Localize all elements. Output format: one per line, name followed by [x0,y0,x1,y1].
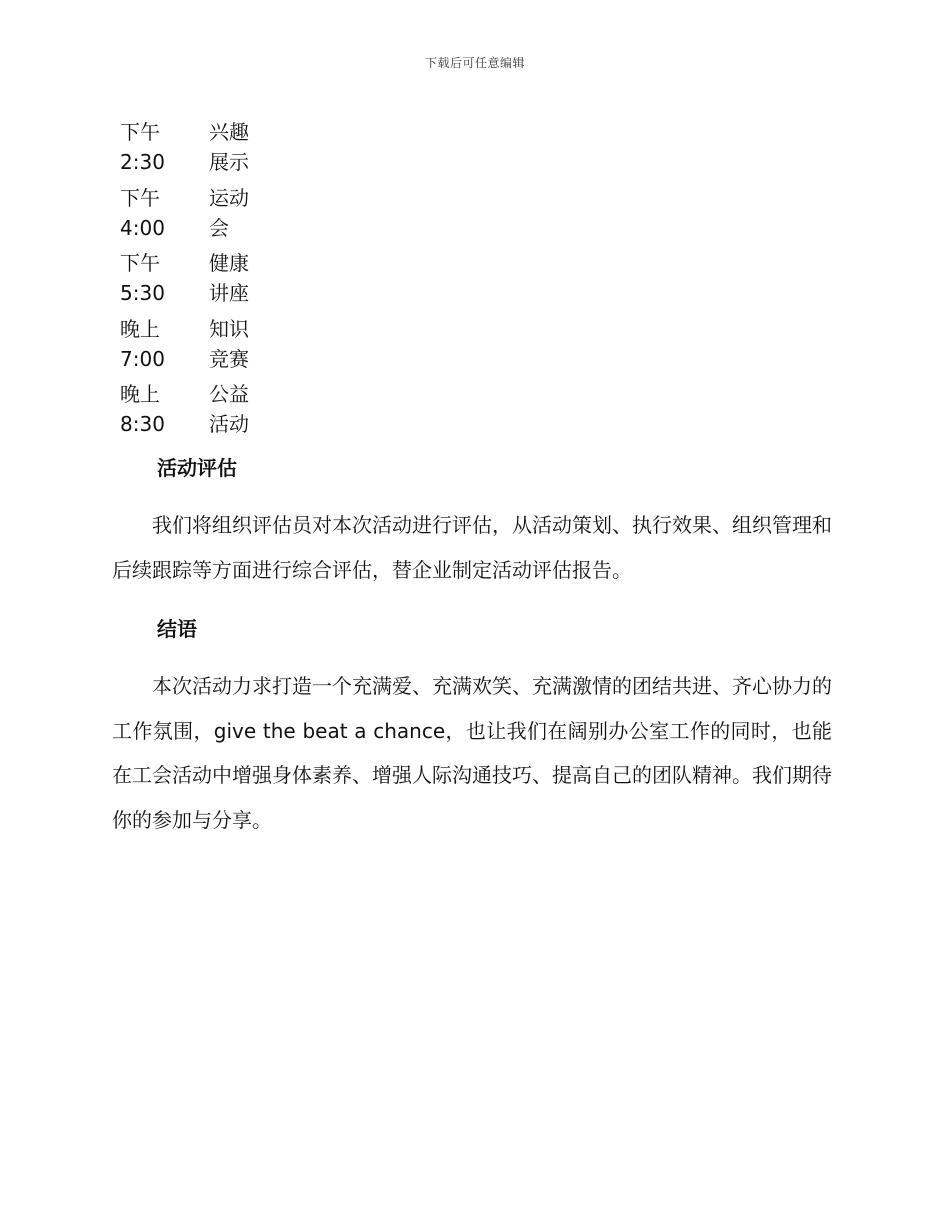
conclusion-heading: 结语 [157,617,197,641]
evaluation-paragraph: 我们将组织评估员对本次活动进行评估，从活动策划、执行效果、组织管理和后续跟踪等方面进行综合评估，替企业制定活动评估报告。 [112,513,832,582]
schedule-event: 健康 讲座 [209,251,249,305]
schedule-time: 下午 4:00 [120,185,165,240]
schedule-event: 知识 竞赛 [209,316,249,371]
schedule-event: 兴趣 展示 [209,120,249,174]
schedule-event: 公益 活动 [209,382,249,436]
evaluation-heading: 活动评估 [157,456,237,480]
schedule-time: 下午 5:30 [120,251,165,305]
schedule-time: 晚上 8:30 [120,382,165,436]
schedule-time: 下午 2:30 [120,120,165,174]
conclusion-paragraph: 本次活动力求打造一个充满爱、充满欢笑、充满激情的团结共进、齐心协力的工作氛围，give the beat a chance，也让我们在阔别办公室工作的同时，也能在工会活动中增强身体素养、增强人际沟通技巧、提高自己的团队精神。我们期待你的参加与分享。 [112,674,832,832]
schedule-event: 运动 会 [209,185,249,240]
schedule-time: 晚上 7:00 [120,316,165,371]
page-header-note: 下载后可任意编辑 [424,56,525,70]
